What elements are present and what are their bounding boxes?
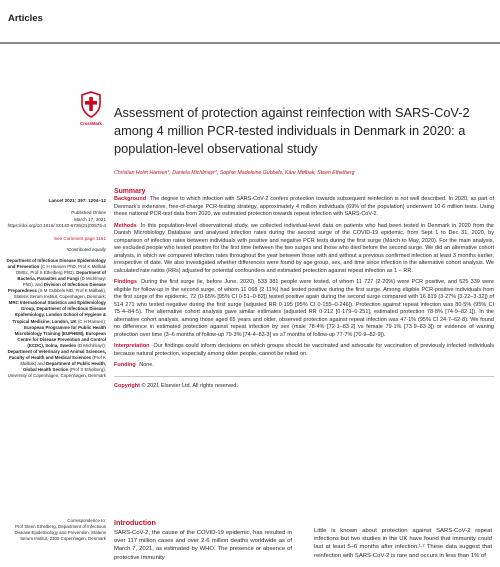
correspondence-label: Correspondence to: bbox=[67, 518, 106, 523]
section-label: Articles bbox=[8, 13, 43, 24]
abstract-funding bbox=[114, 362, 494, 370]
affiliations bbox=[6, 258, 106, 380]
affiliation-5: European Programme for Public Health Microbiology Training (EUPHEM), European Centre for Disease Prevention and Control (ECDC), Solna, Sweden bbox=[14, 324, 106, 348]
journal-header bbox=[0, 0, 500, 52]
abstract-methods bbox=[114, 223, 494, 276]
summary-heading: Summary bbox=[114, 188, 146, 195]
copyright-label: Copyright bbox=[114, 382, 140, 389]
published-label: Published Online bbox=[71, 210, 106, 216]
affiliation-5-detail: (D Michlmayr); bbox=[77, 342, 106, 348]
abstract-background bbox=[114, 196, 494, 219]
background-text: The degree to which infection with SARS-CoV-2 confers protection towards subsequent reinfection is not well described. In 2020, as part of Denmark’s extensive, free-of-charge PCR-testing strategy, approximately 4 million individuals (69% of the population) underwent 10·6 million tests. Using these national PCR-test data from 2020, we estimated protection towards repeat infection with SARS-CoV-2. bbox=[114, 196, 494, 217]
body-column-left bbox=[114, 518, 292, 562]
contributed-note: *Contributed equally bbox=[66, 246, 106, 252]
affiliation-1-detail: (C H Hansen PhD, Prof K Mølbak DMSc, Prof S Ethelberg PhD), bbox=[15, 263, 106, 275]
methods-text: In this population-level observational study, we collected individual-level data on patients who had been tested in Denmark in 2020 from the Danish Microbiology Database and analysed infection rates during the second surge of the COVID-19 epidemic, from Sept 1 to Dec 31, 2020, by comparison of infection rates between individuals with positive and negative PCR tests during the first surge (March to May, 2020). For the main analysis, we excluded people who tested positive for the first time between the two surges and those who died before the second surge. We did an alternative cohort analysis, in which we compared infection rates throughout the year between those with and without a previous confirmed infection at least 3 months earlier, irrespective of date. We also investigated whether differences were found by age group, sex, and time since infection in the alternative cohort analysis. We calculated rate ratios (RRs) adjusted for potential confounders and estimated protection against repeat infection as 1 − RR. bbox=[114, 222, 494, 274]
affiliation-2-detail: (D Michlmayr PhD), and bbox=[22, 275, 106, 287]
published-online bbox=[6, 210, 106, 229]
abstract-interpretation bbox=[114, 343, 494, 358]
crossmark-icon[interactable] bbox=[80, 91, 102, 121]
body-right-text: Little is known about protection against SARS-CoV-2 repeat infections but two studies in the UK have found that immunity could last at least 5–6 months after infection.¹·² These data suggest that reinfection with SARS-CoV-2 is rare and occurs in less than 1% of bbox=[314, 528, 492, 559]
affiliation-4: MRC International Statistics and Epidemiology Group, Department of Infectious Disease Epidemiology, London School of Hygiene & Tropical Medicine, London, UK bbox=[8, 300, 106, 324]
affiliation-7-detail: (Prof S Ethelberg), University of Copenhagen, Copenhagen, Denmark bbox=[7, 367, 106, 379]
interpretation-text: Our findings could inform decisions on which groups should be vaccinated and advocate for vaccination of previously infected individuals because natural protection, especially among older people, cannot be relied on. bbox=[114, 343, 494, 357]
article-sidebar bbox=[6, 198, 106, 380]
background-label: Background bbox=[114, 196, 147, 202]
affiliation-3: Division of Infectious Disease Preparedness bbox=[7, 282, 106, 294]
crossmark-label[interactable]: CrossMark bbox=[80, 121, 102, 126]
funding-label: Funding bbox=[114, 362, 136, 368]
affiliation-6: Department of Veterinary and Animal Sciences, Faculty of Health and Medical Sciences bbox=[7, 349, 106, 361]
published-date: March 17, 2021 bbox=[74, 216, 106, 222]
article-main bbox=[114, 104, 494, 389]
affiliation-6-detail: (Prof K Mølbak) and bbox=[20, 355, 106, 367]
affiliation-4-detail: (C H Hansen); bbox=[77, 318, 106, 324]
methods-label: Methods bbox=[114, 222, 137, 229]
author-list[interactable]: Christian Holm Hansen*, Daniela Michlmayr*, Sophie Madeleine Gubbels, Kåre Mølbak, Steen Ethelberg bbox=[114, 170, 355, 176]
body-column-right bbox=[314, 518, 492, 560]
affiliation-1: Department of Infectious Disease Epidemiology and Prevention bbox=[6, 257, 106, 269]
doi-link[interactable]: https://doi.org/10.1016/ S0140-6736(21)00575-4 bbox=[7, 223, 106, 229]
affiliation-3-detail: (S M Gubbels MD, Prof K Mølbak), Statens Serum Institut, Copenhagen, Denmark; bbox=[13, 288, 106, 300]
article-title: Assessment of protection against reinfection with SARS-CoV-2 among 4 million PCR-tested individuals in Denmark in 2020: a population-level observational study bbox=[114, 105, 470, 156]
citation: Lancet 2021; 397: 1204–12 bbox=[48, 198, 106, 203]
header-rule bbox=[0, 42, 500, 44]
copyright-text: © 2021 Elsevier Ltd. All rights reserved. bbox=[141, 382, 238, 389]
findings-text: During the first surge (ie, before June, 2020), 533 381 people were tested, of whom 11 727 (2·20%) were PCR positive, and 525 339 were eligible for follow-up in the second surge, of whom 11 068 (2·11%) had tested positive during the first surge. Among eligible PCR-positive individuals from the first surge of the epidemic, 72 (0·65% [95% CI 0·51–0·82]) tested positive again during the second surge compared with 16 819 (3·27% [3·22–3·32]) of 514 271 who tested negative during the first surge (adjusted RR 0·195 [95% CI 0·155–0·246]). Protection against repeat infection was 80·5% (95% CI 75·4–84·5). The alternative cohort analysis gave similar estimates (adjusted RR 0·212 [0·179–0·251], estimated protection 78·8% [74·9–82·1]). In the alternative cohort analysis, among those aged 65 years and older, observed protection against repeat infection was 47·1% (95% CI 24·7–62·8). We found no difference in estimated protection against repeat infection by sex (male 78·4% [72·1–83·2] vs female 79·1% [73·9–83·3]) or evidence of waning protection over time (3–6 months of follow-up 79·3% [74·4–83·3] vs ≥7 months of follow-up 77·7% [70·9–82·9]). bbox=[114, 279, 494, 338]
article-body bbox=[114, 518, 494, 567]
interpretation-label: Interpretation bbox=[114, 343, 150, 349]
abstract-findings bbox=[114, 279, 494, 339]
affiliation-7: Department of Public Health, Global Health Section bbox=[23, 361, 106, 373]
affiliation-2: Department of Bacteria, Parasites and Fungi bbox=[17, 269, 106, 281]
introduction-heading: Introduction bbox=[114, 518, 156, 527]
findings-label: Findings bbox=[114, 279, 137, 285]
introduction-text: SARS-CoV-2, the cause of the COVID-19 epidemic, has resulted in over 117 million cases and over 2·6 million deaths worldwide as of March 7, 2021, as estimated by WHO. The presence or absence of protective immunity bbox=[114, 530, 292, 561]
funding-text: None. bbox=[139, 362, 154, 368]
correspondence-address: Prof Steen Ethelberg, Department of Infectious Disease Epidemiology and Prevention, Statens Serum Institut, 2300 Copenhagen, Denmark bbox=[14, 524, 106, 542]
correspondence bbox=[6, 518, 106, 542]
copyright-line bbox=[114, 383, 494, 389]
comment-link[interactable]: See Comment page 1161 bbox=[53, 235, 106, 241]
abstract-divider bbox=[114, 376, 494, 377]
